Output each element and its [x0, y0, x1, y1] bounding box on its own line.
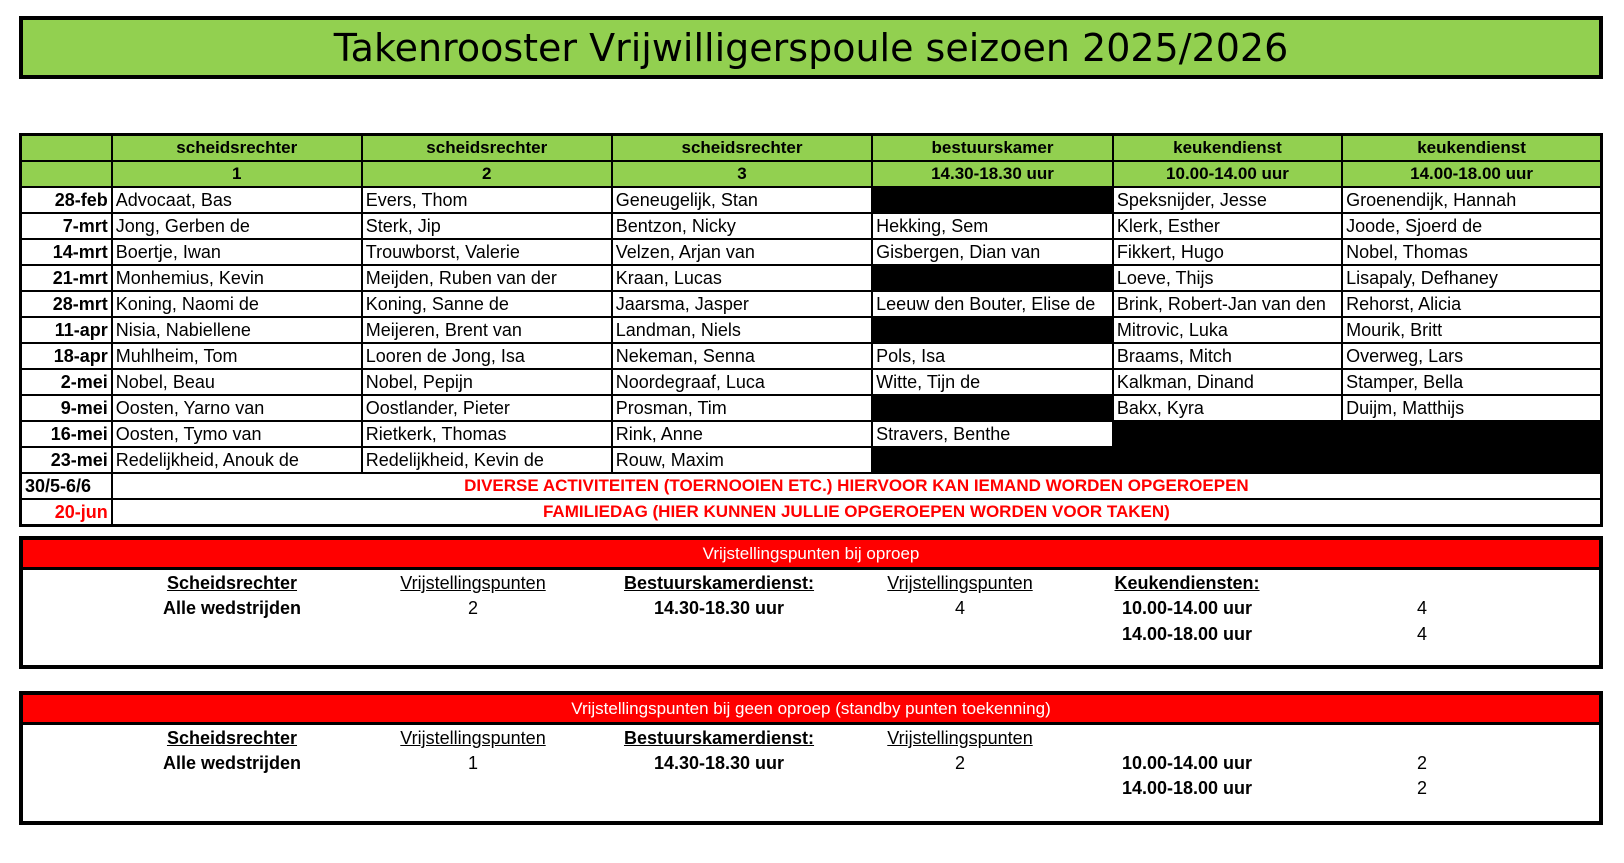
board-label: 14.30-18.30 uur: [653, 598, 785, 618]
volunteer-cell: Meijden, Ruben van der: [362, 265, 612, 291]
volunteer-cell: Klerk, Esther: [1113, 213, 1342, 239]
blocked-cell: [1342, 447, 1601, 473]
row-date: 16-mei: [21, 421, 112, 447]
volunteer-cell: Oosten, Yarno van: [112, 395, 362, 421]
volunteer-cell: Braams, Mitch: [1113, 343, 1342, 369]
roster-header-sub-row: [21, 161, 1602, 187]
special-row: [21, 499, 1602, 526]
board-points: 4: [954, 598, 966, 618]
row-date: 23-mei: [21, 447, 112, 473]
points-head: Vrijstellingspunten: [400, 728, 546, 748]
row-date: 21-mrt: [21, 265, 112, 291]
volunteer-cell: Jong, Gerben de: [112, 213, 362, 239]
special-note: FAMILIEDAG (HIER KUNNEN JULLIE OPGEROEPEN WORDEN VOOR TAKEN): [112, 499, 1602, 526]
volunteer-cell: Koning, Sanne de: [362, 291, 612, 317]
volunteer-cell: Prosman, Tim: [612, 395, 872, 421]
volunteer-cell: Geneugelijk, Stan: [612, 187, 872, 213]
roster-row: [21, 343, 1602, 369]
volunteer-cell: Meijeren, Brent van: [362, 317, 612, 343]
volunteer-cell: Fikkert, Hugo: [1113, 239, 1342, 265]
volunteer-cell: Monhemius, Kevin: [112, 265, 362, 291]
ref-points: 2: [467, 598, 479, 618]
row-date: 14-mrt: [21, 239, 112, 265]
volunteer-cell: Muhlheim, Tom: [112, 343, 362, 369]
row-date: 2-mei: [21, 369, 112, 395]
page-title-banner: [19, 16, 1603, 79]
blocked-cell: [1113, 421, 1342, 447]
volunteer-cell: Nobel, Beau: [112, 369, 362, 395]
roster-row: [21, 447, 1602, 473]
volunteer-cell: Advocaat, Bas: [112, 187, 362, 213]
roster-row: [21, 187, 1602, 213]
roster-row: [21, 395, 1602, 421]
volunteer-cell: Speksnijder, Jesse: [1113, 187, 1342, 213]
volunteer-cell: Nobel, Pepijn: [362, 369, 612, 395]
roster-header-role-row: [21, 135, 1602, 162]
blocked-cell: [872, 395, 1113, 421]
volunteer-cell: Trouwborst, Valerie: [362, 239, 612, 265]
volunteer-cell: Duijm, Matthijs: [1342, 395, 1601, 421]
volunteer-cell: Oosten, Tymo van: [112, 421, 362, 447]
blocked-cell: [872, 317, 1113, 343]
volunteer-cell: Redelijkheid, Kevin de: [362, 447, 612, 473]
board-head: Bestuurskamerdienst:: [623, 728, 815, 748]
header-corner: [21, 135, 112, 162]
header-role: scheidsrechter: [362, 135, 612, 162]
header-role: scheidsrechter: [112, 135, 362, 162]
volunteer-cell: Koning, Naomi de: [112, 291, 362, 317]
volunteer-cell: Groenendijk, Hannah: [1342, 187, 1601, 213]
volunteer-cell: Velzen, Arjan van: [612, 239, 872, 265]
special-note: DIVERSE ACTIVITEITEN (TOERNOOIEN ETC.) HIERVOOR KAN IEMAND WORDEN OPGEROEPEN: [112, 473, 1602, 499]
row-date: 28-mrt: [21, 291, 112, 317]
volunteer-cell: Kraan, Lucas: [612, 265, 872, 291]
board-label: 14.30-18.30 uur: [653, 753, 785, 773]
header-sub: 1: [112, 161, 362, 187]
header-sub: 2: [362, 161, 612, 187]
roster-row: [21, 265, 1602, 291]
kitchen1-points: 2: [1416, 753, 1428, 773]
row-date: 18-apr: [21, 343, 112, 369]
kitchen-head: Keukendiensten:: [1114, 573, 1260, 593]
volunteer-cell: Redelijkheid, Anouk de: [112, 447, 362, 473]
row-date: 28-feb: [21, 187, 112, 213]
volunteer-cell: Rouw, Maxim: [612, 447, 872, 473]
header-sub: 10.00-14.00 uur: [1113, 161, 1342, 187]
points-nocall-title: Vrijstellingspunten bij geen oproep (standby punten toekenning): [23, 695, 1599, 725]
volunteer-cell: Landman, Niels: [612, 317, 872, 343]
volunteer-cell: Hekking, Sem: [872, 213, 1113, 239]
blocked-cell: [1113, 447, 1342, 473]
ref-head: Scheidsrechter: [166, 728, 298, 748]
points-call-panel: [19, 536, 1603, 669]
volunteer-cell: Oostlander, Pieter: [362, 395, 612, 421]
header-corner: [21, 161, 112, 187]
row-date: 11-apr: [21, 317, 112, 343]
special-row: [21, 473, 1602, 499]
blocked-cell: [1342, 421, 1601, 447]
ref-label: Alle wedstrijden: [162, 598, 302, 618]
volunteer-cell: Noordegraaf, Luca: [612, 369, 872, 395]
board-head: Bestuurskamerdienst:: [623, 573, 815, 593]
header-role: bestuurskamer: [872, 135, 1113, 162]
volunteer-cell: Mourik, Britt: [1342, 317, 1601, 343]
volunteer-cell: Jaarsma, Jasper: [612, 291, 872, 317]
volunteer-cell: Rietkerk, Thomas: [362, 421, 612, 447]
header-sub: 14.30-18.30 uur: [872, 161, 1113, 187]
volunteer-cell: Nisia, Nabiellene: [112, 317, 362, 343]
volunteer-cell: Loeve, Thijs: [1113, 265, 1342, 291]
roster-row: [21, 291, 1602, 317]
kitchen2-label: 14.00-18.00 uur: [1121, 778, 1253, 798]
kitchen1-label: 10.00-14.00 uur: [1121, 753, 1253, 773]
row-date: 20-jun: [21, 499, 112, 526]
volunteer-cell: Nobel, Thomas: [1342, 239, 1601, 265]
volunteer-cell: Bakx, Kyra: [1113, 395, 1342, 421]
row-date: 7-mrt: [21, 213, 112, 239]
volunteer-cell: Gisbergen, Dian van: [872, 239, 1113, 265]
roster-row: [21, 421, 1602, 447]
points-nocall-panel: [19, 691, 1603, 825]
blocked-cell: [872, 265, 1113, 291]
roster-row: [21, 317, 1602, 343]
points-head: Vrijstellingspunten: [887, 573, 1033, 593]
page-title: Takenrooster Vrijwilligerspoule seizoen 2025/2026: [333, 25, 1289, 70]
ref-points: 1: [467, 753, 479, 773]
ref-label: Alle wedstrijden: [162, 753, 302, 773]
points-head: Vrijstellingspunten: [887, 728, 1033, 748]
volunteer-cell: Stravers, Benthe: [872, 421, 1113, 447]
volunteer-cell: Kalkman, Dinand: [1113, 369, 1342, 395]
volunteer-cell: Lisapaly, Defhaney: [1342, 265, 1601, 291]
kitchen2-points: 4: [1416, 624, 1428, 644]
blocked-cell: [872, 187, 1113, 213]
ref-head: Scheidsrechter: [166, 573, 298, 593]
roster-table: [19, 133, 1603, 527]
volunteer-cell: Brink, Robert-Jan van den: [1113, 291, 1342, 317]
header-role: keukendienst: [1342, 135, 1601, 162]
volunteer-cell: Pols, Isa: [872, 343, 1113, 369]
points-head: Vrijstellingspunten: [400, 573, 546, 593]
volunteer-cell: Boertje, Iwan: [112, 239, 362, 265]
kitchen1-points: 4: [1416, 598, 1428, 618]
row-date: 30/5-6/6: [21, 473, 112, 499]
board-points: 2: [954, 753, 966, 773]
header-sub: 3: [612, 161, 872, 187]
roster-row: [21, 213, 1602, 239]
blocked-cell: [872, 447, 1113, 473]
volunteer-cell: Mitrovic, Luka: [1113, 317, 1342, 343]
volunteer-cell: Sterk, Jip: [362, 213, 612, 239]
volunteer-cell: Joode, Sjoerd de: [1342, 213, 1601, 239]
volunteer-cell: Evers, Thom: [362, 187, 612, 213]
volunteer-cell: Overweg, Lars: [1342, 343, 1601, 369]
header-role: scheidsrechter: [612, 135, 872, 162]
roster-row: [21, 369, 1602, 395]
volunteer-cell: Leeuw den Bouter, Elise de: [872, 291, 1113, 317]
kitchen2-label: 14.00-18.00 uur: [1121, 624, 1253, 644]
roster-row: [21, 239, 1602, 265]
row-date: 9-mei: [21, 395, 112, 421]
volunteer-cell: Nekeman, Senna: [612, 343, 872, 369]
header-sub: 14.00-18.00 uur: [1342, 161, 1601, 187]
volunteer-cell: Bentzon, Nicky: [612, 213, 872, 239]
kitchen2-points: 2: [1416, 778, 1428, 798]
volunteer-cell: Looren de Jong, Isa: [362, 343, 612, 369]
volunteer-cell: Rehorst, Alicia: [1342, 291, 1601, 317]
points-call-title: Vrijstellingspunten bij oproep: [23, 540, 1599, 570]
kitchen1-label: 10.00-14.00 uur: [1121, 598, 1253, 618]
header-role: keukendienst: [1113, 135, 1342, 162]
volunteer-cell: Rink, Anne: [612, 421, 872, 447]
volunteer-cell: Witte, Tijn de: [872, 369, 1113, 395]
volunteer-cell: Stamper, Bella: [1342, 369, 1601, 395]
